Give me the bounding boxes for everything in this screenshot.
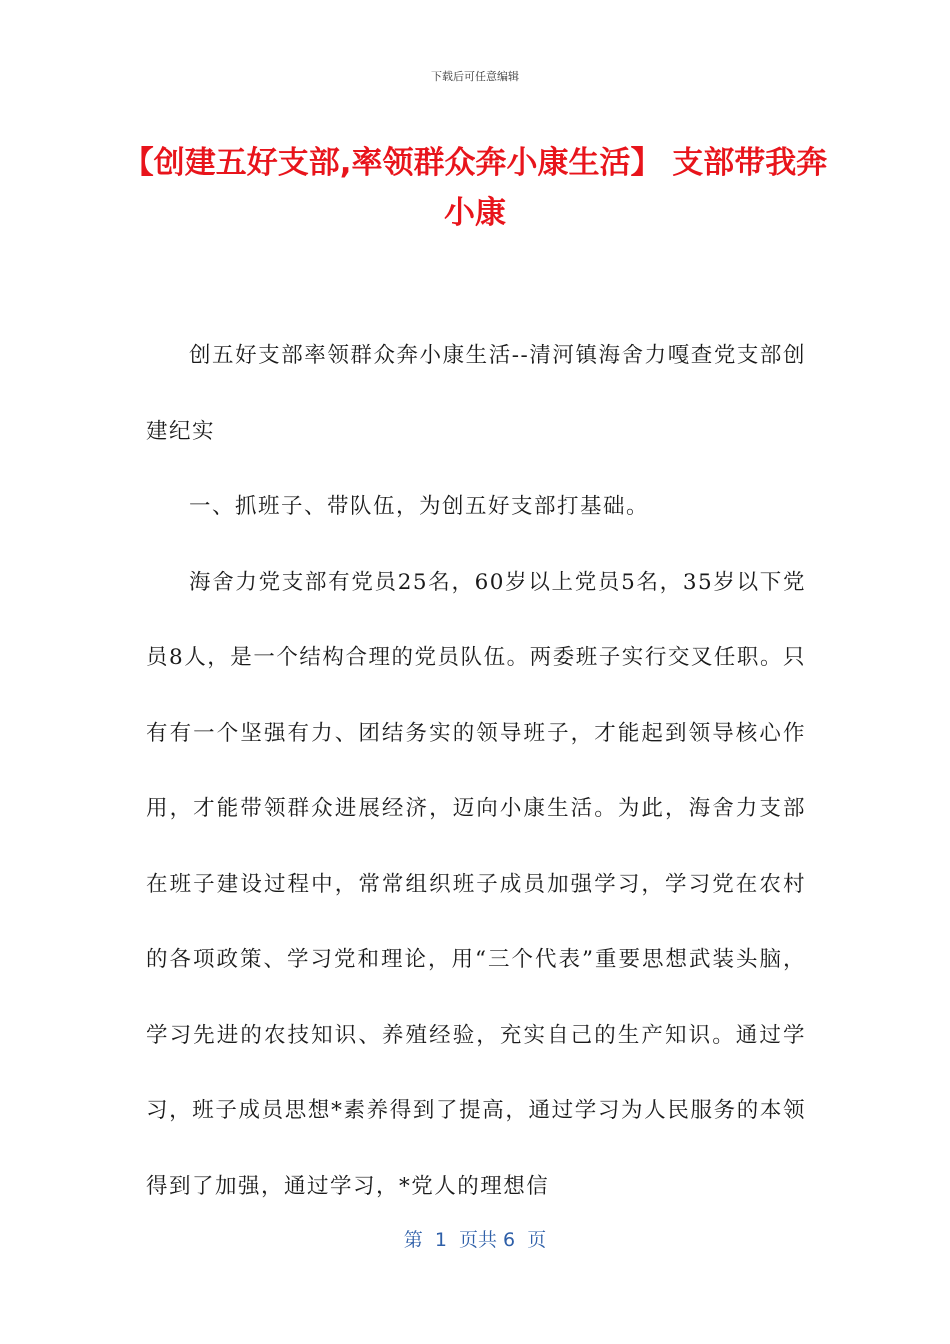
paragraph: 创五好支部率领群众奔小康生活--清河镇海舍力嘎查党支部创建纪实 bbox=[146, 343, 806, 444]
document-title: 【创建五好支部,率领群众奔小康生活】 支部带我奔小康 bbox=[122, 145, 828, 231]
document-body bbox=[146, 318, 806, 1224]
paragraph: 海舍力党支部有党员25名，60岁以上党员5名，35岁以下党员8人，是一个结构合理的党员队伍。两委班子实行交叉任职。只有有一个坚强有力、团结务实的领导班子，才能起到领导核心作用，才能带领群众进展经济，迈向小康生活。为此，海舍力支部在班子建设过程中，常常组织班子成员加强学习，学习党在农村的各项政策、学习党和理论，用“三个代表”重要思想武装头脑，学习先进的农技知识、养殖经验，充实自己的生产知识。通过学习，班子成员思想*素养得到了提高，通过学习为人民服务的本领得到了加强，通过学习，*党人的理想信 bbox=[146, 569, 806, 1199]
page-header: 下载后可任意编辑 bbox=[431, 70, 519, 83]
paragraph: 一、抓班子、带队伍，为创五好支部打基础。 bbox=[189, 494, 650, 519]
page-number: 第 1 页共 6 页 bbox=[403, 1229, 547, 1251]
